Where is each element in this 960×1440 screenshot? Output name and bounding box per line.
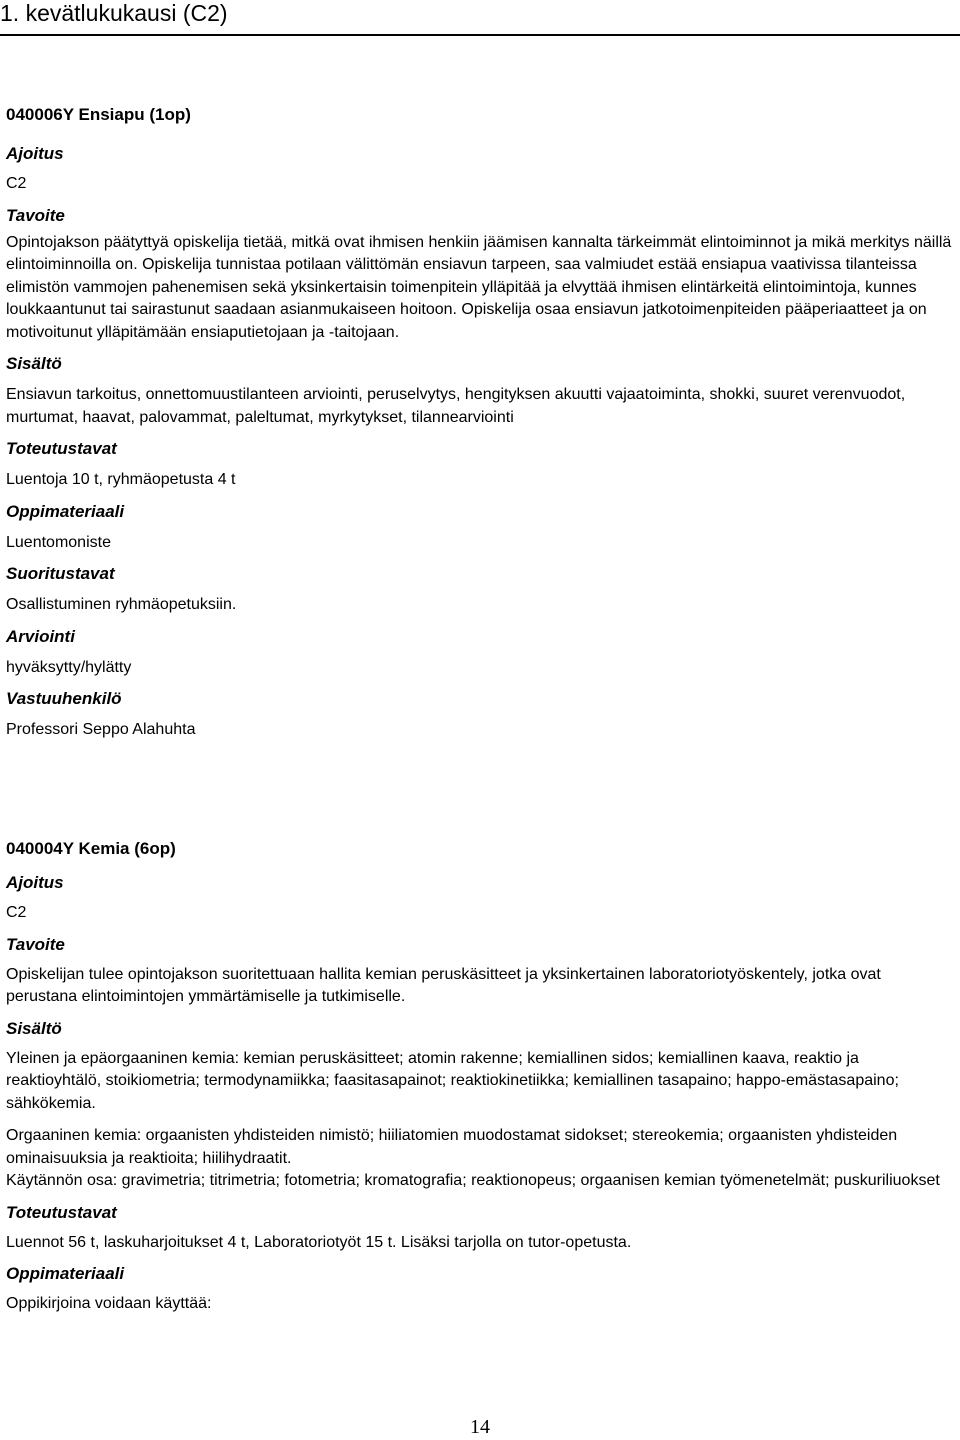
course-title: 040004Y Kemia (6op): [6, 839, 176, 858]
section-label: Tavoite: [6, 205, 65, 225]
section-label: Toteutustavat: [6, 1202, 117, 1222]
section-ajoitus: [6, 872, 954, 925]
course-kemia: [6, 838, 954, 1316]
section-text: Oppikirjoina voidaan käyttää:: [6, 1295, 212, 1312]
section-text: Yleinen ja epäorgaaninen kemia: kemian peruskäsitteet; atomin rakenne; kemiallinen sidos; kemiallinen kaava, reaktio ja reaktioyhtälö, stoikiometria; termodynamiikka; faasitasapainot; reaktiokinetiikka; kemiallinen tasapaino; happo-emästasapaino; sähkökemia.: [6, 1049, 899, 1112]
section-tavoite: [6, 205, 954, 345]
section-label: Ajoitus: [6, 873, 64, 892]
section-label: Arviointi: [6, 626, 75, 646]
page-number: 14: [470, 1416, 490, 1438]
section-text: Käytännön osa: gravimetria; titrimetria; fotometria; kromatografia; reaktionopeus; orgaanisen kemian työmenetelmät; puskuriliuokset: [6, 1172, 940, 1189]
section-toteutustavat: [6, 1202, 954, 1255]
section-text: Luennot 56 t, laskuharjoitukset 4 t, Laboratoriotyöt 15 t. Lisäksi tarjolla on tutor-opetusta.: [6, 1233, 632, 1251]
section-tavoite: [6, 934, 954, 1009]
section-text: Professori Seppo Alahuhta: [6, 721, 196, 738]
course-ensiapu: [6, 104, 954, 742]
section-label: Ajoitus: [6, 144, 64, 163]
section-text: Opiskelijan tulee opintojakson suoritettuaan hallita kemian peruskäsitteet ja yksinkertainen laboratoriotyöskentely, jotka ovat perustana elintoimintojen ymmärtämiselle ja tutkimiselle.: [6, 965, 881, 1005]
section-label: Suoritustavat: [6, 564, 115, 583]
section-suoritustavat: [6, 563, 954, 617]
section-text: hyväksytty/hylätty: [6, 658, 132, 676]
section-text: Osallistuminen ryhmäopetuksiin.: [6, 596, 237, 613]
section-oppimateriaali: [6, 1263, 954, 1316]
section-sisalto: [6, 353, 954, 429]
section-arviointi: [6, 626, 954, 680]
section-label: Toteutustavat: [6, 439, 117, 458]
section-vastuuhenkilo: [6, 688, 954, 742]
section-label: Sisältö: [6, 1018, 62, 1038]
chapter-title: 1. kevätlukukausi (C2): [0, 0, 228, 26]
section-sisalto: [6, 1018, 954, 1193]
section-text: C2: [6, 904, 27, 921]
section-text: Luentoja 10 t, ryhmäopetusta 4 t: [6, 471, 236, 488]
section-text: Ensiavun tarkoitus, onnettomuustilanteen arviointi, peruselvytys, hengityksen akuutti vajaatoiminta, shokki, suuret verenvuodot, murtumat, haavat, palovammat, paleltumat, myrkytykset, tilannearviointi: [6, 386, 906, 426]
section-label: Oppimateriaali: [6, 501, 125, 521]
section-label: Vastuuhenkilö: [6, 689, 122, 708]
chapter-divider: [0, 34, 960, 36]
section-text: Opintojakson päätyttyä opiskelija tietää, mitkä ovat ihmisen henkiin jäämisen kannalta tärkeimmät elintoiminnot ja mikä merkitys näillä elintoiminnoilla on. Opiskelija tunnistaa potilaan välittömän ensiavun tarpeen, saa valmiudet estää ensiapua vaativissa tilanteissa elimistön vammojen pahenemisen sekä yksinkertaisin toimenpitein ylläpitää ja elvyttää ihmisen elintärkeitä elintoimintoja, kunnes loukkaantunut tai sairastunut saadaan asianmukaiseen hoitoon. Opiskelija osaa ensiavun jatkotoimenpiteiden pääperiaatteet ja on motivoitunut ylläpitämään ensiaputietojaan ja -taitojaan.: [6, 233, 952, 341]
section-toteutustavat: [6, 438, 954, 492]
section-label: Tavoite: [6, 934, 65, 954]
section-ajoitus: [6, 143, 954, 196]
section-oppimateriaali: [6, 501, 954, 555]
section-text: C2: [6, 175, 27, 192]
course-title: 040006Y Ensiapu (1op): [6, 105, 191, 124]
section-label: Sisältö: [6, 354, 62, 373]
section-text: Orgaaninen kemia: orgaanisten yhdisteiden nimistö; hiiliatomien muodostamat sidokset; stereokemia; orgaanisten yhdisteiden ominaisuuksia ja reaktioita; hiilihydraatit.: [6, 1127, 898, 1167]
section-label: Oppimateriaali: [6, 1264, 125, 1283]
section-text: Luentomoniste: [6, 533, 111, 551]
